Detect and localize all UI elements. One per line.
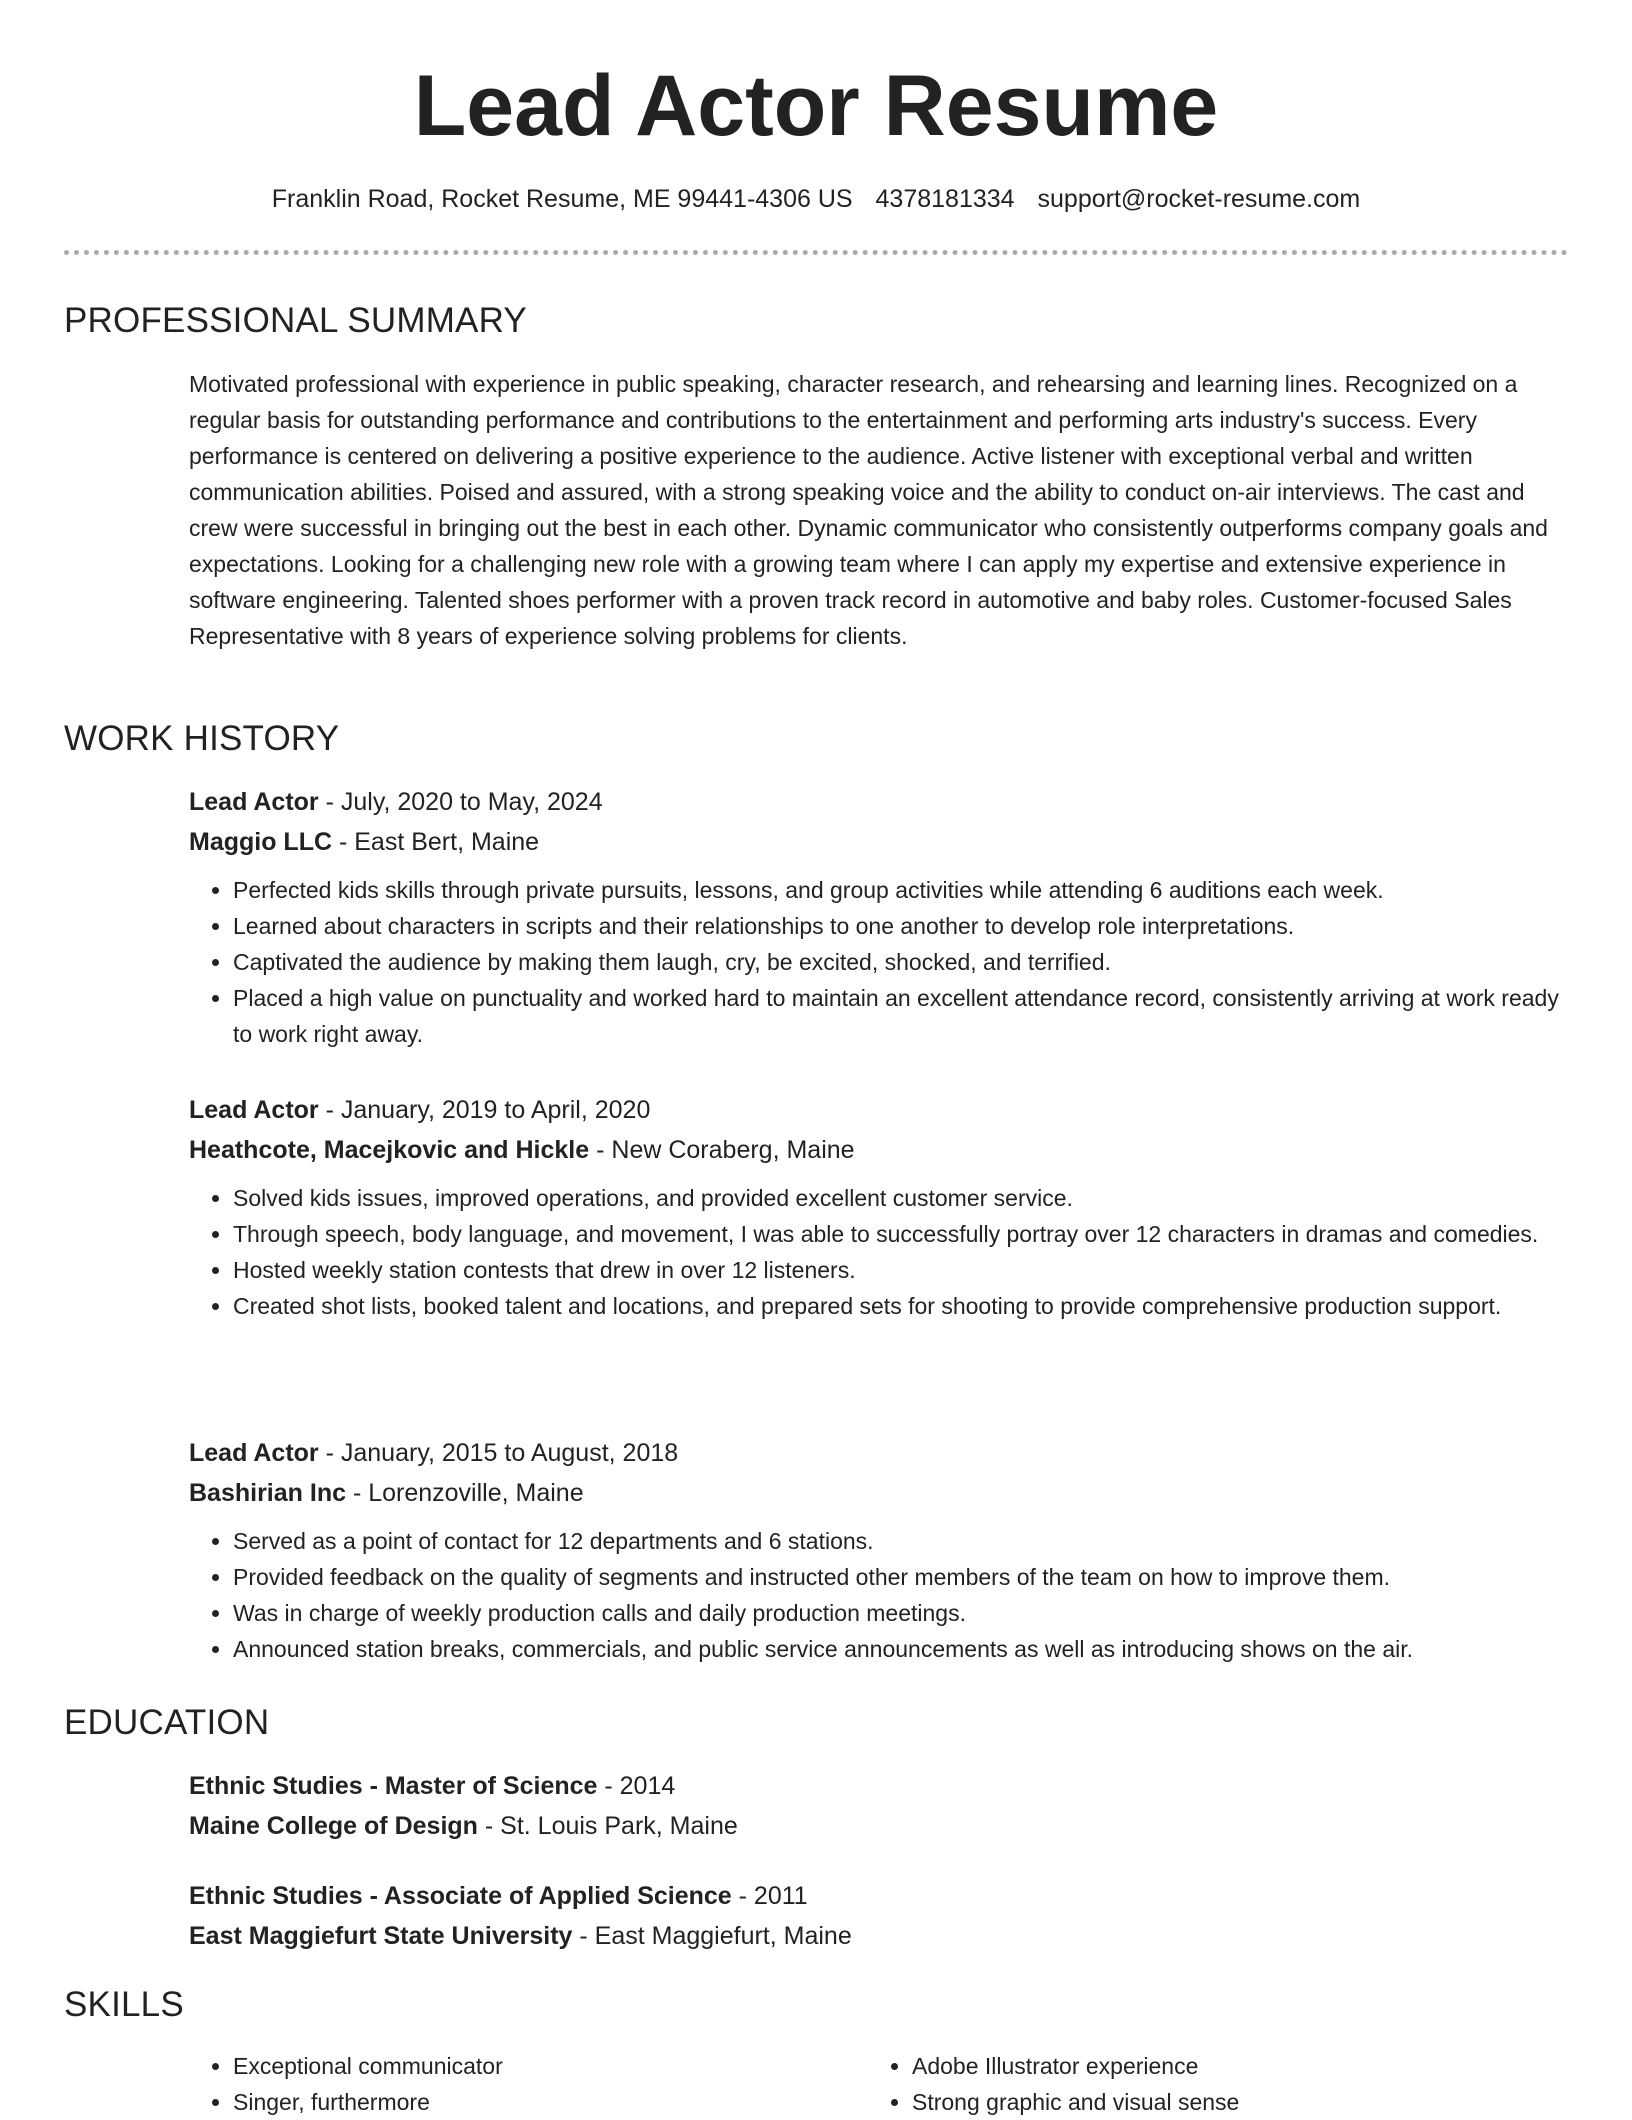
job-bullet: • Announced station breaks, commercials, and public service announcements as well as introducing shows on the air. bbox=[233, 1631, 1569, 1667]
job-company-line bbox=[189, 1130, 1569, 1170]
header-divider bbox=[64, 250, 1568, 255]
job-company-line bbox=[189, 822, 1569, 862]
school: East Maggiefurt State University bbox=[189, 1922, 573, 1950]
job-dates: - July, 2020 to May, 2024 bbox=[318, 788, 603, 816]
school-location: - East Maggiefurt, Maine bbox=[572, 1922, 852, 1950]
job-company: Maggio LLC bbox=[189, 828, 333, 856]
job-bullet: • Provided feedback on the quality of segments and instructed other members of the team on how to improve them. bbox=[233, 1559, 1569, 1595]
degree: Ethnic Studies - Master of Science bbox=[189, 1772, 598, 1800]
job-title-line bbox=[189, 1090, 1569, 1130]
job-company: Heathcote, Macejkovic and Hickle bbox=[189, 1136, 590, 1164]
section-title-skills: SKILLS bbox=[64, 1985, 184, 2024]
job-dates: - January, 2019 to April, 2020 bbox=[318, 1096, 651, 1124]
skills-list bbox=[189, 2048, 829, 2120]
job-location: - Lorenzoville, Maine bbox=[346, 1479, 584, 1507]
job-title-line bbox=[189, 782, 1569, 822]
degree: Ethnic Studies - Associate of Applied Science bbox=[189, 1882, 732, 1910]
job-bullet: • Placed a high value on punctuality and worked hard to maintain an excellent attendance record, consistently arriving at work ready to work right away. bbox=[233, 980, 1569, 1052]
job-bullet: • Was in charge of weekly production calls and daily production meetings. bbox=[233, 1595, 1569, 1631]
job-bullet: • Served as a point of contact for 12 departments and 6 stations. bbox=[233, 1523, 1569, 1559]
job-company: Bashirian Inc bbox=[189, 1479, 346, 1507]
skill-item: • Adobe Illustrator experience bbox=[912, 2048, 1508, 2084]
contact-line bbox=[0, 182, 1632, 216]
skill-item: • Singer, furthermore bbox=[233, 2084, 829, 2120]
job-entry bbox=[189, 1090, 1569, 1324]
job-title: Lead Actor bbox=[189, 788, 319, 816]
summary-text: Motivated professional with experience in public speaking, character research, and rehearsing and learning lines. Recognized on a regular basis for outstanding performance and contributions to the entertainment and performing arts industry's success. Every performance is centered on delivering a positive experience to the audience. Active listener with exceptional verbal and written communication abilities. Poised and assured, with a strong speaking voice and the ability to conduct on-air interviews. The cast and crew were successful in bringing out the best in each other. Dynamic communicator who consistently outperforms company goals and expectations. Looking for a challenging new role with a growing team where I can apply my expertise and extensive experience in software engineering. Talented shoes performer with a proven track record in automotive and baby roles. Customer-focused Sales Representative with 8 years of experience solving problems for clients. bbox=[189, 371, 1548, 649]
section-title-education: EDUCATION bbox=[64, 1703, 270, 1742]
skill-item: • Strong graphic and visual sense bbox=[912, 2084, 1508, 2120]
job-bullet: • Solved kids issues, improved operations, and provided excellent customer service. bbox=[233, 1180, 1569, 1216]
job-bullet: • Learned about characters in scripts and their relationships to one another to develop role interpretations. bbox=[233, 908, 1569, 944]
job-bullet: • Captivated the audience by making them laugh, cry, be excited, shocked, and terrified. bbox=[233, 944, 1569, 980]
job-bullets bbox=[189, 1523, 1569, 1667]
section-title-work-history: WORK HISTORY bbox=[64, 719, 340, 758]
skills-list bbox=[868, 2048, 1508, 2120]
job-location: - New Coraberg, Maine bbox=[589, 1136, 855, 1164]
job-title: Lead Actor bbox=[189, 1096, 319, 1124]
summary-block bbox=[189, 366, 1569, 654]
contact-address: Franklin Road, Rocket Resume, ME 99441-4306 US bbox=[271, 185, 853, 213]
skill-item: • Exceptional communicator bbox=[233, 2048, 829, 2084]
job-entry bbox=[189, 1433, 1569, 1667]
job-title-line bbox=[189, 1433, 1569, 1473]
degree-year: - 2014 bbox=[597, 1772, 676, 1800]
degree-line bbox=[189, 1876, 1569, 1916]
job-bullets bbox=[189, 872, 1569, 1052]
job-bullet: • Created shot lists, booked talent and locations, and prepared sets for shooting to provide comprehensive production support. bbox=[233, 1288, 1569, 1324]
job-bullet: • Perfected kids skills through private pursuits, lessons, and group activities while attending 6 auditions each week. bbox=[233, 872, 1569, 908]
job-title: Lead Actor bbox=[189, 1439, 319, 1467]
section-title-summary: PROFESSIONAL SUMMARY bbox=[64, 301, 527, 340]
school-line bbox=[189, 1806, 1569, 1846]
job-entry bbox=[189, 782, 1569, 1052]
school-location: - St. Louis Park, Maine bbox=[477, 1812, 738, 1840]
education-entry bbox=[189, 1876, 1569, 1956]
job-location: - East Bert, Maine bbox=[332, 828, 540, 856]
job-dates: - January, 2015 to August, 2018 bbox=[318, 1439, 679, 1467]
contact-email: support@rocket-resume.com bbox=[1037, 185, 1361, 213]
school: Maine College of Design bbox=[189, 1812, 478, 1840]
job-company-line bbox=[189, 1473, 1569, 1513]
resume-title: Lead Actor Resume bbox=[413, 58, 1219, 154]
school-line bbox=[189, 1916, 1569, 1956]
job-bullets bbox=[189, 1180, 1569, 1324]
education-entry bbox=[189, 1766, 1569, 1846]
job-bullet: • Through speech, body language, and movement, I was able to successfully portray over 12 characters in dramas and comedies. bbox=[233, 1216, 1569, 1252]
degree-line bbox=[189, 1766, 1569, 1806]
degree-year: - 2011 bbox=[731, 1882, 808, 1910]
skills-column-left bbox=[189, 2048, 829, 2120]
contact-phone: 4378181334 bbox=[875, 185, 1015, 213]
job-bullet: • Hosted weekly station contests that drew in over 12 listeners. bbox=[233, 1252, 1569, 1288]
skills-column-right bbox=[868, 2048, 1508, 2120]
